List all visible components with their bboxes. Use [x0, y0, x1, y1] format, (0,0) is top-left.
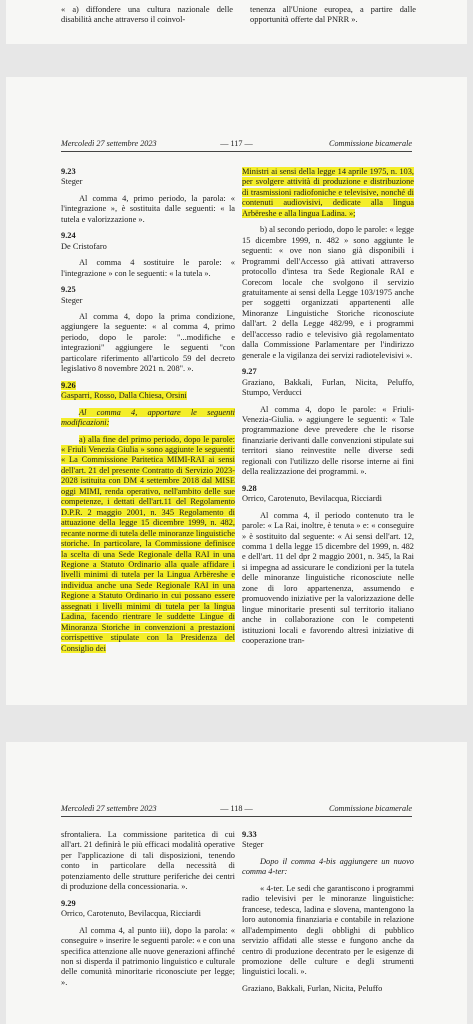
amendment-number: 9.33 — [242, 830, 257, 839]
amendment-author-highlighted: Gasparri, Rosso, Dalla Chiesa, Orsini — [61, 391, 187, 401]
amendment-author: Steger — [61, 295, 83, 305]
header-date: Mercoledì 27 settembre 2023 — [61, 139, 157, 148]
amendment-intro-highlighted: Al comma 4, apportare le seguenti modificazioni: — [61, 407, 235, 428]
header-commission: Commissione bicamerale — [328, 139, 412, 148]
amendment-text: Al comma 4, dopo la prima condizione, aggiungere la seguente: « al comma 4, primo periodo, dopo le parole: "...modifiche e integrazioni" aggiungere le seguenti "con particolare riferimento all'articolo 59 del decreto legislativo 8 novembre 2021 n. 208". ». — [61, 311, 235, 374]
amendment-text: Al comma 4, primo periodo, la parola: « l'integrazione », è sostituita dalle seguenti: « la tutela e valorizzazione ». — [61, 193, 235, 224]
left-column — [61, 167, 235, 654]
header-page-number: — 118 — — [220, 804, 253, 813]
amendment-author: Orrico, Carotenuto, Bevilacqua, Ricciardi — [242, 494, 382, 504]
amendment-author: Graziano, Bakkali, Furlan, Nicita, Peluffo, Stumpo, Verducci — [242, 377, 414, 398]
header-page-number: — 117 — — [220, 139, 253, 148]
header-commission: Commissione bicamerale — [328, 804, 412, 813]
amendment-text: Al comma 4, il periodo contenuto tra le parole: « La Rai, inoltre, è tenuta » e: « conseguire » è sostituito dal seguente: « Ai sensi dell'art. 12, comma 1 della legge 15 dicembre del 1999, n. 482 e dell'art. 11 del dpr 2 maggio 2001, n. 345, la Rai si impegna ad assicurare le condizioni per la tutela delle minoranze linguistiche riconosciute nelle zone di loro appartenenza, assumendo e promuovendo iniziative per la valorizzazione delle lingue minoritarie presenti sul territorio italiano anche in collaborazione con le competenti istituzioni locali e favorendo altresì iniziative di cooperazione tran- — [242, 510, 414, 646]
page-header — [61, 139, 412, 152]
right-column — [242, 167, 414, 646]
amendment-number: 9.25 — [61, 285, 76, 295]
continued-text: sfrontaliera. La commissione paritetica di cui all'art. 21 definirà le più efficaci modalità operative per l'applicazione di tali disposizioni, tenendo conto in particolare della necessità di potenziamento delle strutture periferiche dei centri di produzione della concessionaria. ». — [61, 830, 235, 892]
amendment-number-highlighted: 9.26 — [61, 380, 76, 390]
previous-page-fragment — [6, 0, 467, 44]
fragment-right-text: tenenza all'Unione europea, a partire dalle opportunità offerte dal PNRR ». — [250, 5, 416, 25]
amendment-number: 9.27 — [242, 367, 257, 377]
amendment-number: 9.29 — [61, 898, 76, 908]
continued-text-highlighted: Ministri ai sensi della legge 14 aprile 1975, n. 103, per svolgere attività di produzione e distribuzione di trasmissioni radiofoniche e televisive, nonché di contenuti audiovisivi, dedicate alla lingua Arbëreshe e alla lingua Ladina. »; — [242, 167, 414, 218]
page-117 — [6, 77, 467, 705]
amendment-author: Steger — [242, 840, 264, 850]
next-amendment-authors: Graziano, Bakkali, Furlan, Nicita, Peluffo — [242, 983, 383, 993]
page-118 — [6, 742, 467, 1024]
amendment-number: 9.24 — [61, 231, 76, 241]
right-column — [242, 830, 414, 994]
fragment-left-text: « a) diffondere una cultura nazionale delle disabilità anche attraverso il coinvol- — [61, 5, 233, 25]
amendment-text: Al comma 4 sostituire le parole: « l'integrazione » con le seguenti: « la tutela ». — [61, 258, 235, 278]
amendment-number: 9.28 — [242, 483, 257, 493]
amendment-intro: Dopo il comma 4-bis aggiungere un nuovo comma 4-ter: — [242, 856, 414, 877]
amendment-text-highlighted: a) alla fine del primo periodo, dopo le parole: « Friuli Venezia Giulia » sono aggiunte le seguenti: « La Commissione Paritetica MIMI-RAI ai sensi dell'art. 21 del presente Contratto di Servizio 2023-2028 istituita con DM 4 settembre 2018 dal MISE oggi MIMI, renda operativo, nell'ambito delle sue competenze, i dettati dell'art.11 del Regolamento D.P.R. 2 maggio 2001, n. 345 Regolamento di attuazione della legge 15 dicembre 1999, n. 482, recante norme di tutela delle minoranze linguistiche storiche. In particolare, la Commissione definisce la scelta di una Sede Regionale della RAI in una Regione a Statuto Ordinario alla quale affidare i livelli minimi di tutela per la Lingua Arbëreshe e individua anche una Sede Regionale RAI in una Regione a Statuto Ordinario in cui possano essere assegnati i livelli minimi di tutela per la lingua Ladina, facendo rientrare le suddette Lingue di Minoranza Storiche in convenzioni a prestazioni corrispettive stipulate con la Presidenza del Consiglio dei — [61, 434, 235, 653]
amendment-author: De Cristofaro — [61, 241, 107, 251]
amendment-author: Orrico, Carotenuto, Bevilacqua, Ricciardi — [61, 909, 201, 919]
amendment-text: « 4-ter. Le sedi che garantiscono i programmi radio televisivi per le minoranze linguistiche: francese, tedesca, ladina e slovena, mantengono la loro autonomia finanziaria e contabile in relazione all'adempimento degli obblighi di pubblico servizio affidati alle stesse e fungono anche da centro di produzione decentrato per le esigenze di promozione delle culture e degli strumenti linguistici locali. ». — [242, 883, 414, 977]
amendment-author: Steger — [61, 177, 83, 187]
amendment-text: Al comma 4, dopo le parole: « Friuli-Venezia-Giulia. » aggiungere le seguenti: « Tale programmazione deve prevedere che le risorse finanziarie derivanti dalle convenzioni stipulate sui territori siano reinvestite nelle diverse sedi regionali con l'utilizzo delle risorse interne ai fini della realizzazione dei programmi. ». — [242, 404, 414, 477]
amendment-subparagraph: b) al secondo periodo, dopo le parole: « legge 15 dicembre 1999, n. 482 » sono aggiunte le seguenti: « ove non siano già disponibili i Programmi dell'Accesso già attivati attraverso protocollo d'intesa tra Sede Regionale RAI e Corecom locale che svolgono il servizio gratuitamente ai sensi della Legge 103/1975 anche per soggetti organizzati appartenenti alle Minoranze Linguistiche Storiche riconosciute dall'art. 2 della Legge 482/99, e i programmi dell'accesso radio e televisivo già regolamentato dalla Commissione Parlamentare per l'indirizzo generale e la vigilanza dei servizi radiotelevisivi ». — [242, 225, 414, 360]
amendment-number: 9.23 — [61, 167, 76, 176]
amendment-text: Al comma 4, al punto iii), dopo la parola: « conseguire » inserire le seguenti parole: « e con una specifica attenzione alle nuove generazioni affinché non si disperda il patrimonio linguistico e culturale delle comunità minoritarie riconosciute per legge; ». — [61, 925, 235, 987]
page-header — [61, 804, 412, 817]
header-date: Mercoledì 27 settembre 2023 — [61, 804, 157, 813]
left-column — [61, 830, 235, 988]
